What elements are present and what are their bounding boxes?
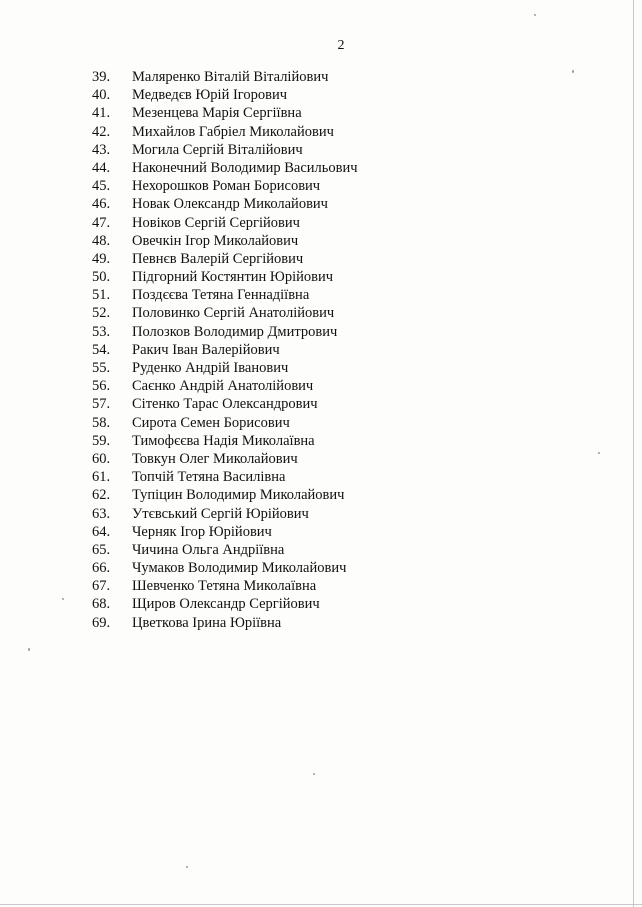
list-item <box>92 123 358 141</box>
scan-speck <box>534 14 536 16</box>
scan-speck <box>313 773 315 775</box>
list-item-number: 54. <box>92 341 111 358</box>
list-item-name: Маляренко Віталій Віталійович <box>132 69 329 85</box>
list-item-name: Певнєв Валерій Сергійович <box>132 250 304 267</box>
list-item-number: 40. <box>92 87 111 104</box>
list-item <box>92 577 358 595</box>
list-item-name: Руденко Андрій Іванович <box>132 360 289 376</box>
list-item-name: Наконечний Володимир Васильович <box>132 159 358 176</box>
list-item-number: 50. <box>92 269 111 286</box>
scan-edge-line <box>633 0 634 907</box>
list-item <box>92 505 358 523</box>
page-number: 2 <box>337 38 345 53</box>
list-item <box>92 68 358 86</box>
list-item <box>92 232 358 250</box>
list-item-number: 55. <box>92 360 111 376</box>
list-item-name: Новак Олександр Миколайович <box>132 196 328 213</box>
list-item-number: 59. <box>92 432 111 449</box>
list-item-name: Ракич Іван Валерійович <box>132 341 280 358</box>
list-item-number: 43. <box>92 141 111 158</box>
list-item-number: 53. <box>92 323 111 340</box>
scan-edge-line <box>0 904 642 905</box>
list-item <box>92 486 358 504</box>
list-item-number: 49. <box>92 250 111 267</box>
list-item-name: Тимофєєва Надія Миколаївна <box>132 432 315 449</box>
list-item <box>92 286 358 304</box>
list-item-name: Медведєв Юрій Ігорович <box>132 87 288 104</box>
list-item-number: 66. <box>92 560 111 577</box>
list-item-number: 67. <box>92 578 111 595</box>
list-item-name: Новіков Сергій Сергійович <box>132 214 300 231</box>
list-item-name: Полозков Володимир Дмитрович <box>132 323 338 340</box>
list-item-name: Чумаков Володимир Миколайович <box>132 560 347 577</box>
list-item <box>92 159 358 177</box>
list-item <box>92 304 358 322</box>
list-item <box>92 341 358 359</box>
scan-speck <box>62 598 64 600</box>
list-item <box>92 450 358 468</box>
list-item-name: Половинко Сергій Анатолійович <box>132 305 335 322</box>
list-item <box>92 359 358 377</box>
list-item-name: Черняк Ігор Юрійович <box>132 523 272 540</box>
list-item <box>92 614 358 632</box>
list-item <box>92 432 358 450</box>
list-item-name: Сітенко Тарас Олександрович <box>132 396 318 413</box>
list-item-name: Утєвський Сергій Юрійович <box>132 505 309 522</box>
list-item <box>92 541 358 559</box>
list-item <box>92 468 358 486</box>
list-item <box>92 395 358 413</box>
list-item-number: 44. <box>92 159 111 176</box>
list-item <box>92 323 358 341</box>
list-item-name: Щиров Олександр Сергійович <box>132 596 320 613</box>
list-item-name: Михайлов Габріел Миколайович <box>132 123 334 140</box>
list-item-number: 68. <box>92 596 111 613</box>
list-item-number: 51. <box>92 287 111 304</box>
list-item-number: 46. <box>92 196 111 213</box>
list-item <box>92 595 358 613</box>
list-item-name: Могила Сергій Віталійович <box>132 141 303 158</box>
name-list <box>92 68 358 632</box>
list-item <box>92 86 358 104</box>
list-item-number: 57. <box>92 396 111 413</box>
list-item-number: 42. <box>92 123 111 140</box>
list-item-name: Тупіцин Володимир Миколайович <box>132 487 345 504</box>
list-item-name: Чичина Ольга Андріївна <box>132 541 285 558</box>
list-item <box>92 214 358 232</box>
scan-speck <box>598 452 600 454</box>
list-item-number: 62. <box>92 487 111 504</box>
list-item-number: 58. <box>92 414 111 431</box>
list-item-number: 39. <box>92 69 111 85</box>
list-item <box>92 195 358 213</box>
list-item-number: 61. <box>92 469 111 486</box>
list-item-name: Підгорний Костянтин Юрійович <box>132 269 334 286</box>
scan-speck <box>186 866 188 868</box>
list-item-name: Товкун Олег Миколайович <box>132 450 298 467</box>
list-item-number: 41. <box>92 105 111 122</box>
list-item-name: Нехорошков Роман Борисович <box>132 178 321 195</box>
list-item-name: Сирота Семен Борисович <box>132 414 290 431</box>
list-item-number: 52. <box>92 305 111 322</box>
scan-speck <box>572 70 574 73</box>
list-item-number: 45. <box>92 178 111 195</box>
list-item-number: 60. <box>92 450 111 467</box>
list-item-number: 65. <box>92 541 111 558</box>
list-item-number: 48. <box>92 232 111 249</box>
list-item-name: Мезенцева Марія Сергіївна <box>132 105 302 122</box>
list-item-name: Топчій Тетяна Василівна <box>132 469 286 486</box>
list-item <box>92 377 358 395</box>
scan-speck <box>28 648 30 651</box>
list-item-name: Саєнко Андрій Анатолійович <box>132 378 314 395</box>
list-item <box>92 523 358 541</box>
list-item-number: 56. <box>92 378 111 395</box>
list-item <box>92 177 358 195</box>
list-item-number: 69. <box>92 614 111 631</box>
list-item <box>92 141 358 159</box>
list-item-name: Цветкова Ірина Юріївна <box>132 614 282 631</box>
list-item-name: Поздєєва Тетяна Геннадіївна <box>132 287 310 304</box>
list-item-name: Шевченко Тетяна Миколаївна <box>132 578 317 595</box>
list-item-number: 64. <box>92 523 111 540</box>
list-item-number: 47. <box>92 214 111 231</box>
list-item <box>92 414 358 432</box>
list-item <box>92 104 358 122</box>
list-item <box>92 250 358 268</box>
list-item <box>92 559 358 577</box>
list-item-number: 63. <box>92 505 111 522</box>
list-item <box>92 268 358 286</box>
list-item-name: Овечкін Ігор Миколайович <box>132 232 299 249</box>
